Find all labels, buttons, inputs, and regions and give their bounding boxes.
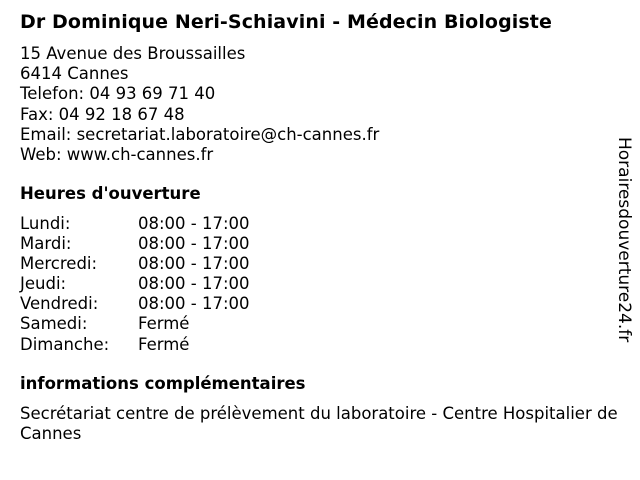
day-label: Lundi: [20, 214, 71, 233]
additional-info-heading: informations complémentaires [20, 374, 306, 393]
day-label: Jeudi: [20, 274, 67, 294]
day-label: Vendredi: [20, 294, 99, 314]
phone-number: Telefon: 04 93 69 71 40 [20, 84, 216, 104]
address-city: 6414 Cannes [20, 64, 129, 84]
watermark [612, 137, 636, 347]
hours-row-saturday [20, 314, 250, 334]
hours-row-tuesday [20, 234, 250, 254]
watermark-text: Horairesdouverture24.fr [614, 137, 634, 343]
day-label: Dimanche: [20, 334, 110, 354]
day-hours: Fermé [138, 314, 190, 334]
day-hours: 08:00 - 17:00 [138, 294, 250, 314]
hours-row-thursday [20, 274, 250, 294]
hours-row-monday [20, 214, 250, 234]
additional-info-text: Secrétariat centre de prélèvement du laboratoire - Centre Hospitalier de Cannes [20, 404, 618, 443]
day-label: Samedi: [20, 314, 88, 334]
day-hours: 08:00 - 17:00 [138, 214, 250, 233]
fax-number: Fax: 04 92 18 67 48 [20, 104, 185, 124]
day-label: Mardi: [20, 234, 72, 254]
opening-hours-heading: Heures d'ouverture [20, 184, 201, 203]
hours-row-sunday [20, 335, 250, 355]
day-label: Mercredi: [20, 254, 98, 274]
hours-row-friday [20, 294, 250, 314]
day-hours: Fermé [138, 334, 190, 354]
address-street: 15 Avenue des Broussailles [20, 44, 246, 63]
day-hours: 08:00 - 17:00 [138, 234, 250, 254]
opening-hours-table [20, 214, 250, 355]
hours-row-wednesday [20, 254, 250, 274]
email-address: Email: secretariat.laboratoire@ch-cannes.fr [20, 124, 380, 144]
contact-block [20, 44, 379, 165]
website-address: Web: www.ch-cannes.fr [20, 145, 214, 165]
day-hours: 08:00 - 17:00 [138, 274, 250, 294]
page-title: Dr Dominique Neri-Schiavini - Médecin Biologiste [20, 11, 552, 33]
day-hours: 08:00 - 17:00 [138, 254, 250, 274]
